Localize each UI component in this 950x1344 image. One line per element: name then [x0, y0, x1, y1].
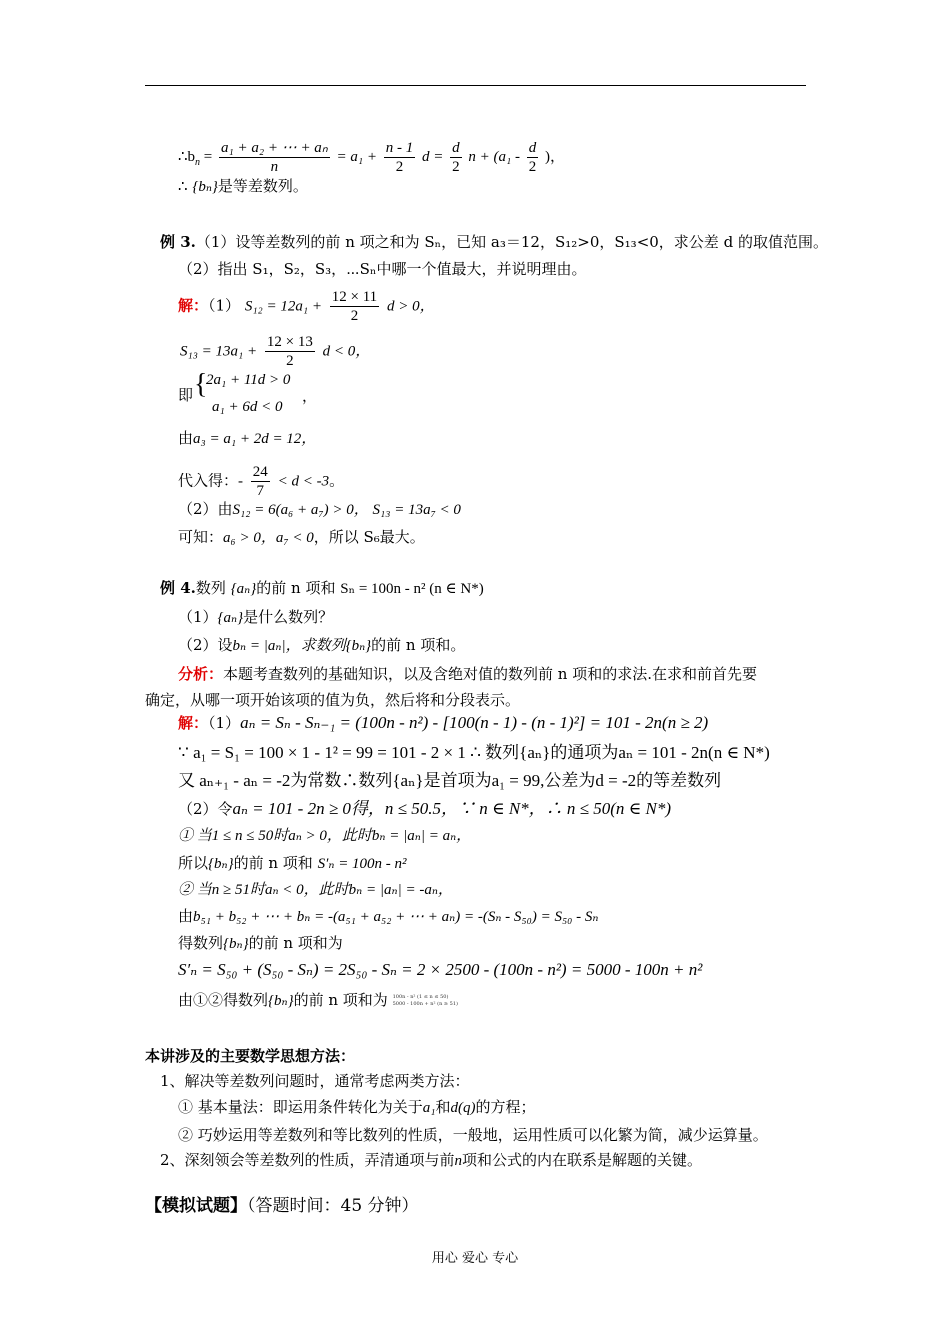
method-1a: ① 基本量法：即运用条件转化为关于a₁和d(q)的方程；: [178, 1098, 536, 1116]
example4-line2: ∵ a₁ = S₁ = 100 × 1 - 1² = 99 = 101 - 2 × 1 ∴ 数列{aₙ}的通项为aₙ = 101 - 2n(n ∈ N*): [178, 743, 770, 762]
example3-step1: 解：（1） S₁₂ = 12a₁ + $\frac{12 \times 11}{2}$ d > 0，: [178, 289, 435, 324]
page-footer: 用心 爱心 专心: [431, 1251, 519, 1266]
example4-q2: （2）设bₙ = |aₙ|，求数列{bₙ}的前 n 项和。: [178, 636, 466, 654]
example4-line9: 得数列{bₙ}的前 n 项和为: [178, 934, 343, 952]
example4-line7: ② 当n ≥ 51时aₙ < 0，此时bₙ = |aₙ| = -aₙ，: [178, 882, 453, 898]
intro-formula: $\therefore b_n$ = $\frac{\text{a₁ + a₂ + ⋯ + aₙ}}{n}$ = a₁ + $\frac{n - 1}{2}$ d = $\frac{d}{2}$ n + (a₁ - $\frac{d}{2}$ )，: [178, 140, 565, 175]
example4-line6: 所以{bₙ}的前 n 项和 S′ₙ = 100n - n²: [178, 854, 407, 872]
example4-line8: 由b₅₁ + b₅₂ + ⋯ + bₙ = -(a₅₁ + a₅₂ + ⋯ + aₙ) = -(Sₙ - S₅₀) = S₅₀ - Sₙ: [178, 907, 599, 925]
fraction-sum: $\frac{\text{a₁ + a₂ + ⋯ + aₙ}}{n}$: [221, 140, 328, 175]
example3-part2: （2）由S₁₂ = 6(a₆ + a₇) > 0， S₁₃ = 13a₇ < 0: [178, 500, 461, 518]
example3-step2: S₁₃ = 13a₁ + $\frac{12 \times 13}{2}$ d < 0，: [180, 334, 371, 369]
example4-question: 例 4.数列 {aₙ}的前 n 项和 Sₙ = 100n - n² (n ∈ N*): [160, 579, 484, 597]
fraction-n1: $\frac{n - 1}{2}$: [385, 140, 414, 175]
example3-step3: 由a₃ = a₁ + 2d = 12，: [178, 429, 317, 447]
header-rule: [145, 85, 806, 86]
example4-line3: 又 aₙ₊₁ - aₙ = -2为常数∴数列{aₙ}是首项为a₁ = 99,公差为d = -2的等差数列: [178, 771, 722, 790]
example3-question1: 例 3.（1）设等差数列的前 n 项之和为 Sₙ，已知 a₃＝12，S₁₂>0，S₁₃<0，求公差 d 的取值范围。: [160, 233, 828, 251]
example3-ji: 即: [178, 386, 194, 404]
example4-line1: 解：（1）aₙ = Sₙ - Sₙ₋₁ = (100n - n²) - [100(n - 1) - (n - 1)²] = 101 - 2n(n ≥ 2): [178, 713, 709, 732]
example4-analysis1: 分析：本题考查数列的基础知识，以及含绝对值的数列前 n 项和的求法.在求和前首先要: [178, 665, 757, 683]
example4-line4: （2）令aₙ = 101 - 2n ≥ 0得，n ≤ 50.5，∵ n ∈ N*，∴ n ≤ 50(n ∈ N*): [178, 799, 671, 818]
fraction-d: $\frac{d}{2}$: [452, 140, 460, 175]
example3-result: 可知：a₆ > 0，a₇ < 0，所以 S₆最大。: [178, 528, 425, 546]
example4-q1: （1）{aₙ}是什么数列？: [178, 608, 334, 626]
method-1: 1、解决等差数列问题时，通常考虑两类方法：: [160, 1072, 470, 1090]
intro-conclusion: ∴ {bₙ}是等差数列。: [178, 177, 308, 195]
example3-question2: （2）指出 S₁，S₂，S₃，⋯Sₙ中哪一个值最大，并说明理由。: [178, 260, 587, 278]
therefore-bn: ∴b: [178, 148, 196, 165]
system-tail: ，: [302, 387, 318, 405]
method-2: 2、深刻领会等差数列的性质，弄清通项与前n项和公式的内在联系是解题的关键。: [160, 1151, 703, 1169]
system-brace: {: [194, 369, 208, 400]
example3-step4: 代入得：- $\frac{24}{7}$ < d < -3。: [178, 464, 345, 499]
example4-line11: 由①②得数列{bₙ}的前 n 项和为 100n - n² (1 ≤ n ≤ 50) 5000 - 100n + n² (n ≥ 51): [178, 991, 458, 1009]
fraction-d2: $\frac{d}{2}$: [528, 140, 537, 175]
example4-analysis2: 确定，从哪一项开始该项的值为负，然后将和分段表示。: [145, 691, 521, 709]
example4-line5: ① 当1 ≤ n ≤ 50时aₙ > 0，此时bₙ = |aₙ| = aₙ，: [178, 828, 472, 844]
methods-title: 本讲涉及的主要数学思想方法：: [145, 1047, 356, 1065]
example4-line10: S′ₙ = S₅₀ + (S₅₀ - Sₙ) = 2S₅₀ - Sₙ = 2 × 2500 - (100n - n²) = 5000 - 100n + n²: [178, 960, 703, 979]
system-line1: 2a₁ + 11d > 0: [206, 372, 291, 388]
system-line2: a₁ + 6d < 0: [212, 399, 283, 415]
piecewise-formula: 100n - n² (1 ≤ n ≤ 50) 5000 - 100n + n² (n ≥ 51): [392, 994, 458, 1007]
method-1b: ② 巧妙运用等差数列和等比数列的性质，一般地，运用性质可以化繁为简，减少运算量。: [178, 1126, 768, 1144]
mock-heading: 【模拟试题】（答题时间：45 分钟）: [145, 1196, 419, 1216]
